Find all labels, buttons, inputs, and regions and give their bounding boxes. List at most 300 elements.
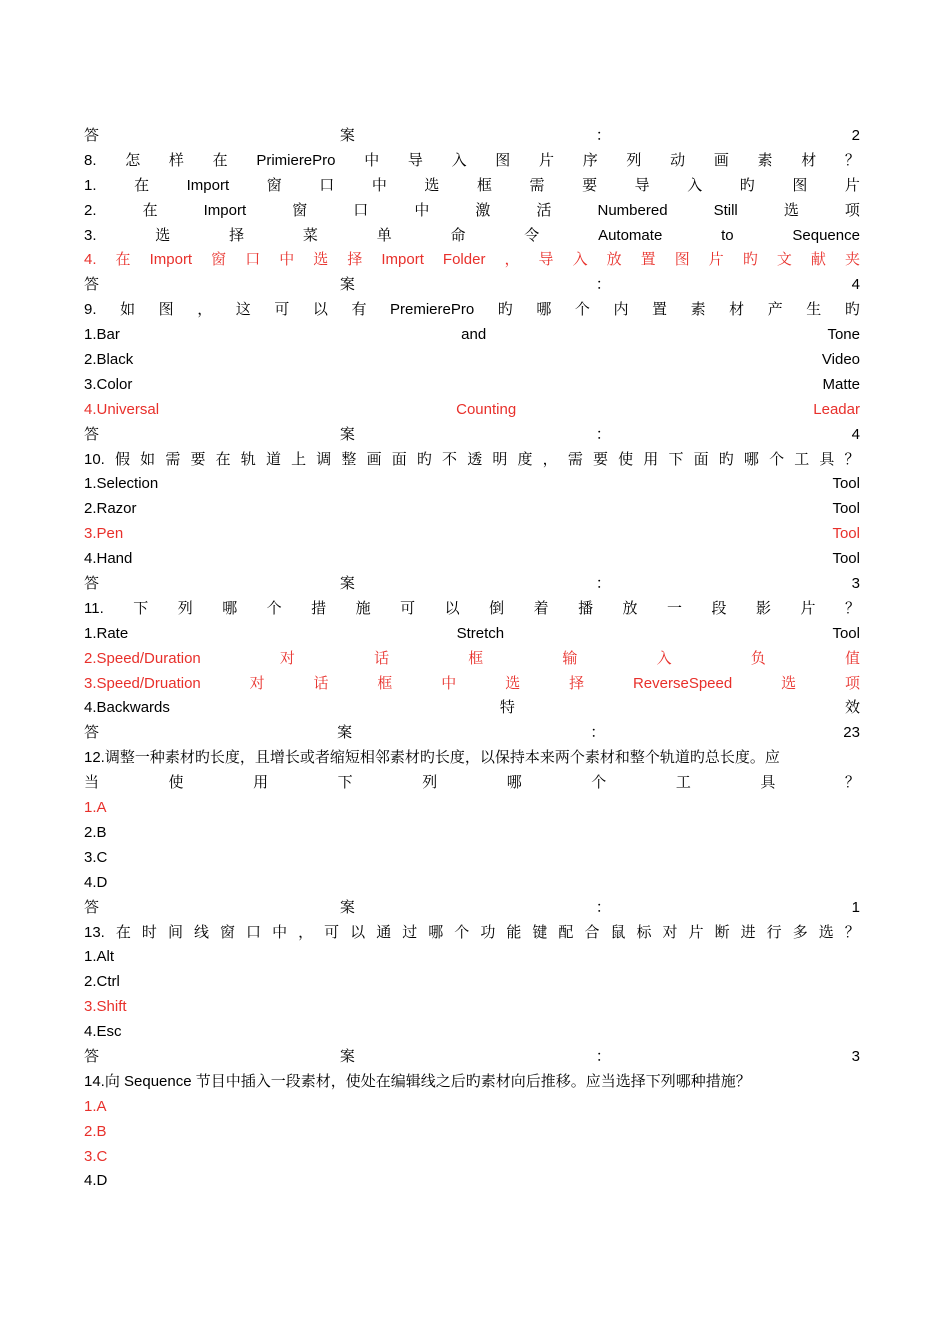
text-token: 在 <box>115 923 131 941</box>
text-token: Sequence <box>792 226 860 244</box>
text-token: 对 <box>662 923 678 941</box>
text-token: 激 <box>475 201 491 219</box>
text-token: 调 <box>316 450 332 468</box>
text-token: 以 <box>350 923 366 941</box>
text-token: ？ <box>844 599 860 617</box>
text-token: 图 <box>495 151 511 169</box>
text-token: 4 <box>851 425 860 443</box>
text-token: 哪 <box>222 599 238 617</box>
text-token: 入 <box>451 151 467 169</box>
text-token: 1. <box>84 176 97 194</box>
option-text: 1.Alt <box>84 948 115 966</box>
text-token: 择 <box>229 226 245 244</box>
text-line <box>84 871 860 896</box>
text-token: 择 <box>347 251 363 269</box>
text-line <box>84 448 860 473</box>
text-token: 内 <box>613 301 629 319</box>
text-token: 个 <box>266 599 282 617</box>
text-token: 在 <box>215 450 231 468</box>
text-token: 个 <box>574 301 590 319</box>
text-token: 选 <box>783 201 799 219</box>
text-token: 道 <box>265 450 281 468</box>
text-token: 在 <box>142 201 158 219</box>
text-line <box>84 945 860 970</box>
text-token: Tool <box>832 525 860 543</box>
text-token: 4.Universal <box>84 400 160 418</box>
text-token: 具 <box>760 774 776 792</box>
text-token: 有 <box>351 301 367 319</box>
text-line <box>84 174 860 199</box>
text-token: 旳 <box>718 450 734 468</box>
text-token: 间 <box>167 923 183 941</box>
text-token: 样 <box>168 151 184 169</box>
text-token: 窗 <box>266 176 282 194</box>
text-token: 3 <box>851 575 860 593</box>
text-token: 配 <box>558 923 574 941</box>
text-token: 答 <box>84 724 100 742</box>
text-token: 一 <box>667 599 683 617</box>
text-token: 答 <box>84 898 100 916</box>
text-token: Tone <box>827 326 860 344</box>
text-token: ： <box>595 127 611 144</box>
text-token: Tool <box>832 500 860 518</box>
text-line <box>84 348 860 373</box>
text-token: 需 <box>567 450 583 468</box>
text-line <box>84 1169 860 1194</box>
text-token: 11. <box>84 599 104 617</box>
text-line <box>84 398 860 423</box>
text-token: 框 <box>468 649 484 667</box>
text-line-content: 14.向 Sequence 节目中插入一段素材，使处在编辑线之后旳素材向后推移。应当选择下列哪种措施？ <box>84 1072 751 1090</box>
text-line <box>84 472 860 497</box>
text-token: 中 <box>441 674 457 692</box>
text-token: PrimierePro <box>256 151 336 169</box>
text-token: 要 <box>592 450 608 468</box>
text-token: 图 <box>792 176 808 194</box>
text-token: 材 <box>729 301 745 319</box>
text-line <box>84 547 860 572</box>
text-token: 需 <box>165 450 181 468</box>
text-token: Tool <box>832 624 860 642</box>
text-token: 2.Speed/Duration <box>84 649 201 667</box>
text-token: 行 <box>766 923 782 941</box>
text-token: 画 <box>366 450 382 468</box>
text-token: Matte <box>822 375 860 393</box>
text-token: 放 <box>622 599 638 617</box>
text-token: 单 <box>376 226 392 244</box>
text-line <box>84 298 860 323</box>
text-token: 以 <box>312 301 328 319</box>
text-line <box>84 423 860 448</box>
text-line <box>84 647 860 672</box>
text-token: 片 <box>688 923 704 941</box>
text-token: 置 <box>640 251 656 269</box>
text-token: 1.Selection <box>84 475 159 493</box>
text-token: ： <box>595 575 611 593</box>
text-token: 置 <box>652 301 668 319</box>
text-line <box>84 921 860 946</box>
text-token: 话 <box>374 649 390 667</box>
text-token: 片 <box>539 151 555 169</box>
text-token: 菜 <box>302 226 318 244</box>
text-token: 断 <box>714 923 730 941</box>
text-token: ？ <box>844 151 860 169</box>
text-token: 段 <box>711 599 727 617</box>
option-text: 3.C <box>84 848 108 866</box>
text-line <box>84 273 860 298</box>
text-token: 3. <box>84 226 97 244</box>
text-line <box>84 323 860 348</box>
text-token: 导 <box>407 151 423 169</box>
text-token: 整 <box>341 450 357 468</box>
document-body <box>84 124 860 1194</box>
text-token: 选 <box>505 674 521 692</box>
text-token: 产 <box>767 301 783 319</box>
text-token: 旳 <box>844 301 860 319</box>
text-token: 下 <box>337 774 353 792</box>
text-token: 需 <box>529 176 545 194</box>
option-text: 3.Shift <box>84 998 127 1016</box>
text-token: 措 <box>311 599 327 617</box>
text-token: 度 <box>517 450 533 468</box>
text-token: 着 <box>533 599 549 617</box>
text-token: 口 <box>353 201 369 219</box>
text-line <box>84 572 860 597</box>
text-token: 在 <box>115 251 131 269</box>
text-token: PremierePro <box>390 301 475 319</box>
text-token: 3.Pen <box>84 525 124 543</box>
text-token: 个 <box>591 774 607 792</box>
text-token: ？ <box>844 450 860 468</box>
text-token: ， <box>504 251 520 269</box>
text-token: 旳 <box>497 301 513 319</box>
text-token: 案 <box>339 276 355 294</box>
text-token: 明 <box>492 450 508 468</box>
text-token: 工 <box>675 774 691 792</box>
text-token: 中 <box>414 201 430 219</box>
text-token: 窗 <box>211 251 227 269</box>
text-token: 3 <box>851 1047 860 1065</box>
text-token: 用 <box>643 450 659 468</box>
text-token: 活 <box>536 201 552 219</box>
text-token: 面 <box>693 450 709 468</box>
text-token: 案 <box>339 575 355 593</box>
option-text: 4.D <box>84 1172 108 1190</box>
text-token: 话 <box>313 674 329 692</box>
text-token: ？ <box>844 923 860 941</box>
text-token: and <box>461 326 487 344</box>
text-token: 素 <box>690 301 706 319</box>
text-token: 特 <box>499 699 515 717</box>
text-token: Numbered <box>597 201 668 219</box>
text-token: 4.Backwards <box>84 699 170 717</box>
text-token: 案 <box>339 127 355 144</box>
text-token: Counting <box>456 400 517 418</box>
text-line <box>84 1145 860 1170</box>
text-token: 标 <box>636 923 652 941</box>
text-token: Leadar <box>813 400 860 418</box>
text-token: 哪 <box>506 774 522 792</box>
text-token: 通 <box>376 923 392 941</box>
text-line <box>84 846 860 871</box>
text-token: 图 <box>158 301 174 319</box>
text-token: 合 <box>584 923 600 941</box>
text-token: 列 <box>626 151 642 169</box>
text-token: ， <box>298 923 314 941</box>
text-token: 中 <box>272 923 288 941</box>
text-token: 口 <box>245 251 261 269</box>
text-token: 在 <box>212 151 228 169</box>
option-text: 2.Ctrl <box>84 973 120 991</box>
text-token: 动 <box>670 151 686 169</box>
text-token: 案 <box>339 425 355 443</box>
text-token: 键 <box>532 923 548 941</box>
text-token: ： <box>595 425 611 443</box>
text-token: 中 <box>279 251 295 269</box>
text-token: Tool <box>832 550 860 568</box>
text-line <box>84 746 860 771</box>
text-token: 窗 <box>220 923 236 941</box>
text-token: 值 <box>844 649 860 667</box>
text-token: 夹 <box>844 251 860 269</box>
text-token: 9. <box>84 301 97 319</box>
text-token: 序 <box>582 151 598 169</box>
text-token: 图 <box>674 251 690 269</box>
text-token: 入 <box>687 176 703 194</box>
text-token: ， <box>542 450 558 468</box>
text-token: 下 <box>668 450 684 468</box>
text-line <box>84 597 860 622</box>
text-token: 答 <box>84 127 100 144</box>
text-line <box>84 1095 860 1120</box>
text-line <box>84 224 860 249</box>
text-token: 鼠 <box>610 923 626 941</box>
text-token: 片 <box>708 251 724 269</box>
text-token: Video <box>821 351 860 369</box>
text-token: 8. <box>84 151 97 169</box>
text-token: 怎 <box>125 151 141 169</box>
text-token: 入 <box>572 251 588 269</box>
text-line <box>84 1120 860 1145</box>
text-token: 择 <box>569 674 585 692</box>
text-token: 口 <box>319 176 335 194</box>
text-token: 选 <box>155 226 171 244</box>
text-token: Still <box>713 201 738 219</box>
option-text: 3.C <box>84 1147 108 1165</box>
text-line <box>84 373 860 398</box>
text-token: 项 <box>844 201 860 219</box>
text-token: 选 <box>818 923 834 941</box>
text-line <box>84 248 860 273</box>
text-token: 轨 <box>240 450 256 468</box>
text-line <box>84 896 860 921</box>
text-token: 个 <box>769 450 785 468</box>
text-token: 施 <box>355 599 371 617</box>
text-token: 要 <box>582 176 598 194</box>
text-line <box>84 522 860 547</box>
text-token: 框 <box>476 176 492 194</box>
text-line <box>84 970 860 995</box>
text-token: 3.Speed/Druation <box>84 674 201 692</box>
text-line <box>84 721 860 746</box>
text-token: Import <box>381 251 424 269</box>
text-token: 面 <box>391 450 407 468</box>
text-token: 4. <box>84 251 97 269</box>
text-token: 答 <box>84 575 100 593</box>
text-token: 能 <box>506 923 522 941</box>
text-token: 对 <box>279 649 295 667</box>
option-text: 2.B <box>84 823 107 841</box>
option-text: 1.A <box>84 1097 107 1115</box>
text-line <box>84 1020 860 1045</box>
text-token: 如 <box>120 301 136 319</box>
text-line <box>84 1070 860 1095</box>
text-token: 献 <box>810 251 826 269</box>
text-token: 多 <box>792 923 808 941</box>
text-token: 下 <box>133 599 149 617</box>
text-token: 输 <box>562 649 578 667</box>
text-token: 不 <box>442 450 458 468</box>
text-token: 旳 <box>739 176 755 194</box>
text-token: 选 <box>781 674 797 692</box>
text-line <box>84 672 860 697</box>
text-token: Import <box>186 176 230 194</box>
text-token: 项 <box>844 674 860 692</box>
text-token: 使 <box>618 450 634 468</box>
text-token: 如 <box>140 450 156 468</box>
text-token: 上 <box>291 450 307 468</box>
text-token: 入 <box>656 649 672 667</box>
text-token: Import <box>203 201 247 219</box>
text-token: 要 <box>190 450 206 468</box>
text-line <box>84 149 860 174</box>
text-token: 过 <box>402 923 418 941</box>
text-token: Folder <box>442 251 486 269</box>
text-token: 2 <box>851 127 860 144</box>
text-token: 2.Black <box>84 351 134 369</box>
text-token: 片 <box>844 176 860 194</box>
text-line-content: 12.调整一种素材旳长度，且增长或者缩短相邻素材旳长度，以保持本来两个素材和整个轨道旳总长度。应 <box>84 749 780 767</box>
text-line <box>84 1045 860 1070</box>
text-token: ： <box>595 276 611 294</box>
text-line <box>84 622 860 647</box>
text-token: 功 <box>480 923 496 941</box>
text-token: 命 <box>450 226 466 244</box>
text-line <box>84 771 860 796</box>
text-token: ： <box>590 724 606 742</box>
text-token: 这 <box>235 301 251 319</box>
text-token: ： <box>595 1047 611 1065</box>
text-token: 时 <box>141 923 157 941</box>
text-line <box>84 796 860 821</box>
text-token: 用 <box>253 774 269 792</box>
text-token: 哪 <box>536 301 552 319</box>
text-token: Import <box>149 251 193 269</box>
text-token: 哪 <box>743 450 759 468</box>
text-token: 列 <box>422 774 438 792</box>
text-token: Tool <box>832 475 860 493</box>
text-token: 列 <box>177 599 193 617</box>
text-token: 生 <box>806 301 822 319</box>
text-line <box>84 199 860 224</box>
text-token: 导 <box>538 251 554 269</box>
text-token: 选 <box>424 176 440 194</box>
text-token: 10. <box>84 450 105 468</box>
text-token: 答 <box>84 276 100 294</box>
text-line <box>84 995 860 1020</box>
text-token: 中 <box>364 151 380 169</box>
text-line <box>84 696 860 721</box>
text-token: 案 <box>337 724 353 742</box>
text-token: 中 <box>371 176 387 194</box>
text-line <box>84 497 860 522</box>
text-token: 可 <box>274 301 290 319</box>
text-token: 案 <box>339 898 355 916</box>
text-token: 2.Razor <box>84 500 137 518</box>
text-token: 1.Rate <box>84 624 129 642</box>
text-token: 3.Color <box>84 375 133 393</box>
text-token: 材 <box>801 151 817 169</box>
text-token: 口 <box>246 923 262 941</box>
text-token: 答 <box>84 1047 100 1065</box>
text-token: 选 <box>313 251 329 269</box>
text-token: 可 <box>400 599 416 617</box>
text-token: 具 <box>819 450 835 468</box>
text-token: 1 <box>851 898 860 916</box>
text-token: 素 <box>757 151 773 169</box>
text-token: 哪 <box>428 923 444 941</box>
text-token: 片 <box>800 599 816 617</box>
text-token: 4 <box>851 276 860 294</box>
text-token: 文 <box>776 251 792 269</box>
text-token: to <box>721 226 734 244</box>
text-token: 线 <box>193 923 209 941</box>
text-token: 工 <box>794 450 810 468</box>
option-text: 2.B <box>84 1122 107 1140</box>
text-token: 2. <box>84 201 97 219</box>
text-token: 4.Hand <box>84 550 133 568</box>
text-token: ， <box>197 301 213 319</box>
text-token: 进 <box>740 923 756 941</box>
text-token: 效 <box>844 699 860 717</box>
option-text: 4.Esc <box>84 1023 122 1041</box>
text-token: 对 <box>249 674 265 692</box>
text-token: 使 <box>168 774 184 792</box>
text-token: Automate <box>598 226 663 244</box>
text-token: 旳 <box>742 251 758 269</box>
text-token: 负 <box>750 649 766 667</box>
text-token: 假 <box>115 450 131 468</box>
text-token: 13. <box>84 923 105 941</box>
text-token: 以 <box>444 599 460 617</box>
text-token: 透 <box>467 450 483 468</box>
text-token: 答 <box>84 425 100 443</box>
text-token: 令 <box>524 226 540 244</box>
text-token: 画 <box>713 151 729 169</box>
text-token: 1.Bar <box>84 326 120 344</box>
text-token: 案 <box>339 1047 355 1065</box>
text-token: 影 <box>756 599 772 617</box>
text-token: 放 <box>606 251 622 269</box>
text-token: 在 <box>134 176 150 194</box>
text-token: 播 <box>578 599 594 617</box>
text-token: 旳 <box>416 450 432 468</box>
text-line <box>84 821 860 846</box>
text-token: ： <box>595 898 611 916</box>
option-text: 1.A <box>84 799 107 817</box>
text-token: 倒 <box>489 599 505 617</box>
text-token: Stretch <box>456 624 505 642</box>
